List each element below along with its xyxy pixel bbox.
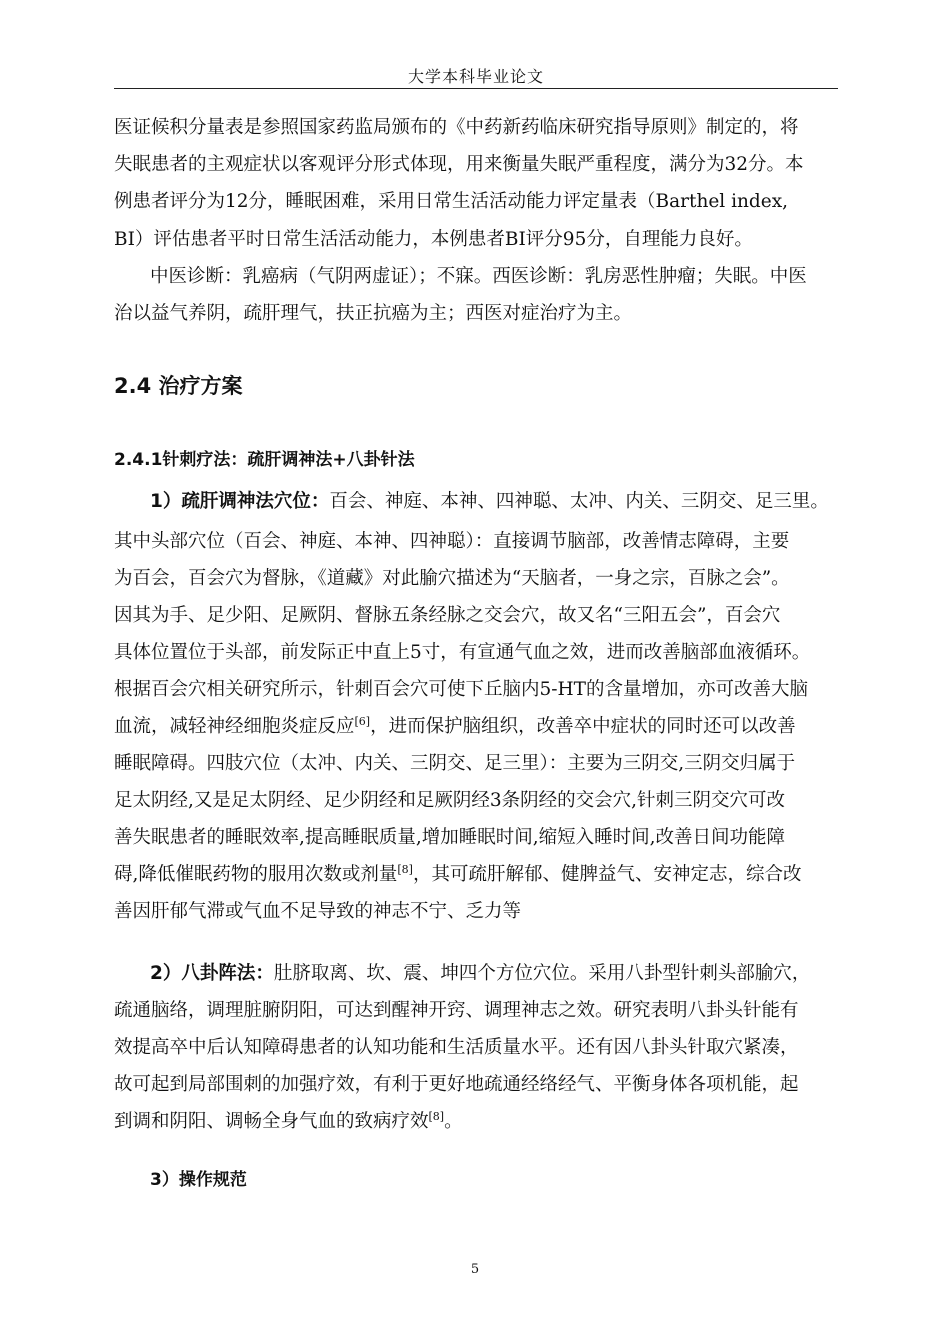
method1-line-text: 血流，减轻神经细胞炎症反应 bbox=[114, 716, 355, 737]
method1-line-with-citation bbox=[114, 863, 844, 887]
intro-line: 失眠患者的主观症状以客观评分形式体现，用来衡量失眠严重程度，满分为32分。本 bbox=[114, 154, 804, 175]
method2-first-line-text: 肚脐取离、坎、震、坤四个方位穴位。采用八卦型针刺头部腧穴， bbox=[273, 963, 811, 984]
method1-first-line bbox=[150, 490, 850, 514]
page-number: 5 bbox=[470, 1262, 480, 1277]
method1-line: 其中头部穴位（百会、神庭、本神、四神聪）：直接调节脑部，改善情志障碍，主要 bbox=[114, 531, 790, 552]
citation-ref[interactable]: [8] bbox=[428, 1110, 445, 1123]
method2-label: 2）八卦阵法： bbox=[150, 963, 274, 984]
intro-line: 医证候积分量表是参照国家药监局颁布的《中药新药临床研究指导原则》制定的，将 bbox=[114, 117, 799, 138]
method2-line-text: 。 bbox=[444, 1111, 463, 1132]
running-header-title: 大学本科毕业论文 bbox=[407, 67, 544, 86]
method1-line: 为百会，百会穴为督脉，《道藏》对此腧穴描述为“天脑者，一身之宗，百脉之会”。 bbox=[114, 568, 790, 589]
method1-line: 善因肝郁气滞或气血不足导致的神志不宁、乏力等 bbox=[114, 901, 522, 922]
method2-line: 故可起到局部围刺的加强疗效，有利于更好地疏通经络经气、平衡身体各项机能，起 bbox=[114, 1074, 799, 1095]
method2-line: 效提高卒中后认知障碍患者的认知功能和生活质量水平。还有因八卦头针取穴紧凑， bbox=[114, 1037, 799, 1058]
subsection-heading: 2.4.1针刺疗法：疏肝调神法+八卦针法 bbox=[114, 450, 415, 470]
method2-line-text: 到调和阴阳、调畅全身气血的致病疗效 bbox=[114, 1111, 429, 1132]
method1-line-text: 碍,降低催眠药物的服用次数或剂量 bbox=[114, 864, 398, 885]
intro-line: BI）评估患者平时日常生活活动能力，本例患者BI评分95分，自理能力良好。 bbox=[114, 229, 753, 250]
section-heading: 2.4 治疗方案 bbox=[114, 374, 243, 398]
method1-line: 因其为手、足少阳、足厥阴、督脉五条经脉之交会穴，故又名“三阳五会”，百会穴 bbox=[114, 605, 781, 626]
method1-first-line-text: 百会、神庭、本神、四神聪、太冲、内关、三阴交、足三里。 bbox=[329, 491, 829, 512]
method1-line-text: ，其可疏肝解郁、健脾益气、安神定志，综合改 bbox=[412, 864, 802, 885]
method1-line: 睡眠障碍。四肢穴位（太冲、内关、三阴交、足三里）：主要为三阴交,三阴交归属于 bbox=[114, 753, 796, 774]
citation-ref[interactable]: [8] bbox=[397, 863, 413, 876]
method1-label: 1）疏肝调神法穴位： bbox=[150, 491, 330, 512]
method2-line: 疏通脑络，调理脏腑阴阳，可达到醒神开窍、调理神志之效。研究表明八卦头针能有 bbox=[114, 1000, 799, 1021]
intro-line: 例患者评分为12分，睡眠困难，采用日常生活活动能力评定量表（Barthel index, bbox=[114, 191, 789, 212]
citation-ref[interactable]: [6] bbox=[354, 715, 371, 728]
method1-line: 根据百会穴相关研究所示，针刺百会穴可使下丘脑内5-HT的含量增加，亦可改善大脑 bbox=[114, 679, 808, 700]
method2-first-line bbox=[150, 962, 850, 986]
method1-line-with-citation bbox=[114, 715, 844, 739]
method1-line: 足太阴经,又是足太阴经、足少阴经和足厥阴经3条阴经的交会穴,针刺三阴交穴可改 bbox=[114, 790, 786, 811]
header-rule bbox=[114, 88, 838, 89]
diagnosis-line: 中医诊断：乳癌病（气阴两虚证）；不寐。西医诊断：乳房恶性肿瘤；失眠。中医 bbox=[150, 266, 807, 287]
method1-line-text: ，进而保护脑组织，改善卒中症状的同时还可以改善 bbox=[370, 716, 796, 737]
method3-label: 3）操作规范 bbox=[150, 1170, 247, 1190]
method1-line: 具体位置位于头部，前发际正中直上5寸，有宣通气血之效，进而改善脑部血液循环。 bbox=[114, 642, 811, 663]
method1-line: 善失眠患者的睡眠效率,提高睡眠质量,增加睡眠时间,缩短入睡时间,改善日间功能障 bbox=[114, 827, 786, 848]
diagnosis-line: 治以益气养阴，疏肝理气，扶正抗癌为主；西医对症治疗为主。 bbox=[114, 303, 633, 324]
method2-line-with-citation bbox=[114, 1110, 844, 1134]
